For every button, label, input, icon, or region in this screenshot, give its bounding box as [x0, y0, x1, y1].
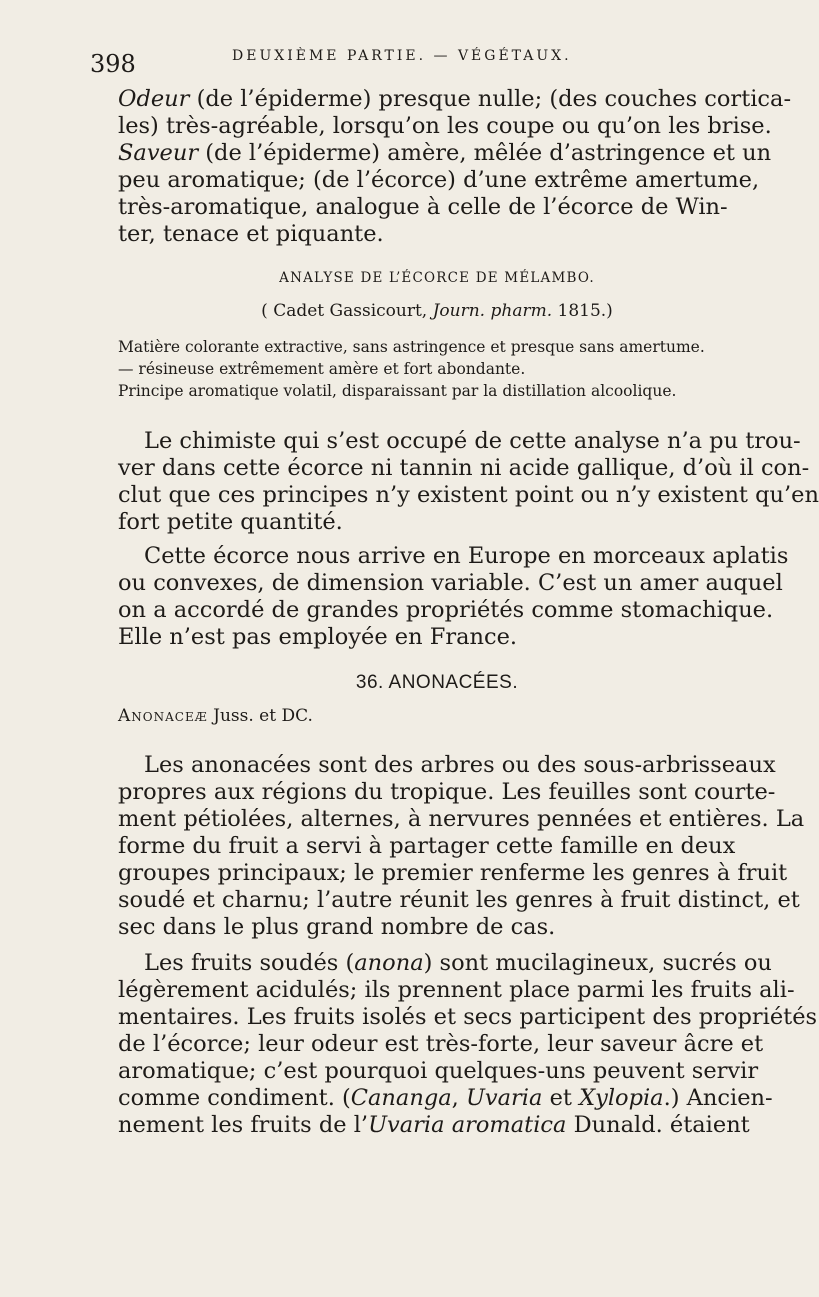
page-number: 398: [90, 50, 136, 78]
family-line: Anonaceæ Juss. et DC.: [118, 706, 313, 726]
text-line: Les anonacées sont des arbres ou des sous-arbrisseaux: [144, 752, 776, 778]
odeur-saveur-block: [118, 86, 792, 248]
text-line: on a accordé de grandes propriétés comme stomachique.: [118, 597, 774, 623]
text-line: forme du fruit a servi à partager cette famille en deux: [118, 833, 736, 859]
text-line: peu aromatique; (de l’écorce) d’une extrême amertume,: [118, 167, 760, 193]
text-line: légèrement acidulés; ils prennent place parmi les fruits ali-: [118, 977, 795, 1003]
analysis-item: Matière colorante extractive, sans astringence et presque sans amertume.: [118, 338, 705, 356]
text-line: très-aromatique, analogue à celle de l’écorce de Win-: [118, 194, 728, 220]
analysis-source: ( Cadet Gassicourt, Journ. pharm. 1815.): [261, 301, 613, 321]
text-line: ou convexes, de dimension variable. C’est un amer auquel: [118, 570, 783, 596]
section-heading-block: [118, 672, 756, 726]
text-line: aromatique; c’est pourquoi quelques-uns peuvent servir: [118, 1058, 759, 1084]
text-line: Odeur (de l’épiderme) presque nulle; (des couches cortica-: [118, 86, 792, 112]
text-line: fort petite quantité.: [118, 509, 343, 535]
analysis-item: — résineuse extrêmement amère et fort abondante.: [118, 360, 526, 378]
running-title: DEUXIÈME PARTIE. — VÉGÉTAUX.: [232, 48, 572, 64]
page-header: [90, 40, 740, 80]
text-line: les) très-agréable, lorsqu’on les coupe ou qu’on les brise.: [118, 113, 772, 139]
text-line: de l’écorce; leur odeur est très-forte, leur saveur âcre et: [118, 1031, 764, 1057]
text-line: clut que ces principes n’y existent point ou n’y existent qu’en: [118, 482, 819, 508]
text-line: mentaires. Les fruits isolés et secs participent des propriétés: [118, 1004, 818, 1030]
text-line: ment pétiolées, alternes, à nervures pennées et entières. La: [118, 806, 805, 832]
text-line: sec dans le plus grand nombre de cas.: [118, 914, 556, 940]
paragraph-chimiste: [118, 428, 819, 536]
paragraph-ecorce: [118, 543, 789, 651]
text-line: Elle n’est pas employée en France.: [118, 624, 518, 650]
paragraph-anonacees: [118, 752, 805, 941]
analysis-item: Principe aromatique volatil, disparaissant par la distillation alcoolique.: [118, 382, 677, 400]
text-line: propres aux régions du tropique. Les feuilles sont courte-: [118, 779, 776, 805]
paragraph-fruits: [118, 950, 818, 1139]
odeur-label: Odeur: [118, 86, 190, 112]
analysis-heading: ANALYSE DE L’ÉCORCE DE MÉLAMBO.: [279, 270, 595, 286]
analysis-list: [118, 336, 756, 402]
text-line: nement les fruits de l’Uvaria aromatica Dunald. étaient: [118, 1112, 750, 1138]
text-line: Saveur (de l’épiderme) amère, mêlée d’astringence et un: [118, 140, 772, 166]
text-line: soudé et charnu; l’autre réunit les genres à fruit distinct, et: [118, 887, 800, 913]
saveur-label: Saveur: [118, 140, 199, 166]
text-line: Cette écorce nous arrive en Europe en morceaux aplatis: [144, 543, 789, 569]
text-line: Le chimiste qui s’est occupé de cette analyse n’a pu trou-: [144, 428, 801, 454]
text-line: comme condiment. (Cananga, Uvaria et Xylopia.) Ancien-: [118, 1085, 773, 1111]
analysis-block: [118, 270, 756, 402]
family-name: Anonaceæ: [118, 706, 208, 726]
text-line: Les fruits soudés (anona) sont mucilagineux, sucrés ou: [144, 950, 772, 976]
text-line: ter, tenace et piquante.: [118, 221, 384, 247]
section-title: 36. ANONACÉES.: [355, 672, 519, 693]
text-line: groupes principaux; le premier renferme les genres à fruit: [118, 860, 788, 886]
text-line: ver dans cette écorce ni tannin ni acide gallique, d’où il con-: [118, 455, 810, 481]
